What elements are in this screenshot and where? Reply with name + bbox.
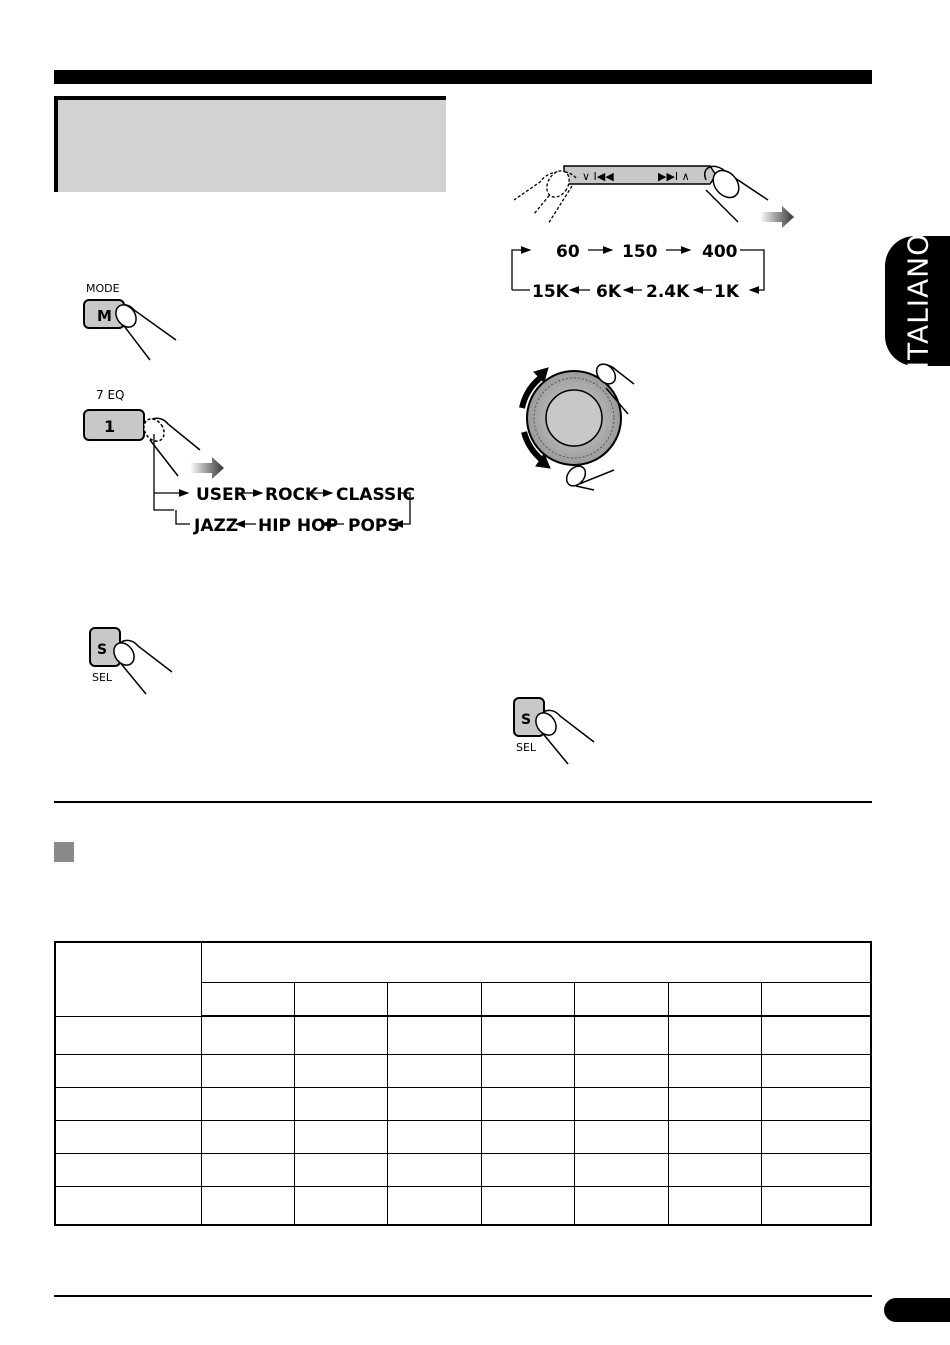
- eq-mode-user: USER: [196, 485, 247, 505]
- seek-bar[interactable]: [564, 166, 716, 184]
- seek-forward-label: ▶▶I ∧: [658, 170, 690, 183]
- eq-button[interactable]: [84, 388, 144, 440]
- finger-icon: [140, 415, 224, 479]
- table-cell: [294, 1154, 387, 1187]
- table-cell: [201, 982, 294, 1016]
- table-cell: [481, 982, 574, 1016]
- section-divider: [54, 801, 872, 803]
- eq-key: 1: [104, 417, 116, 436]
- table-cell: [55, 1154, 201, 1187]
- mode-caption: MODE: [86, 282, 120, 295]
- sel-caption: SEL: [92, 671, 113, 684]
- eq-mode-labels: [193, 485, 415, 536]
- table-cell: [388, 1055, 481, 1088]
- freq-60: 60: [556, 242, 580, 262]
- freq-15k: 15K: [532, 282, 569, 302]
- table-cell: [575, 1121, 668, 1154]
- subsection-marker: [54, 842, 74, 862]
- frequency-labels: [532, 242, 740, 302]
- table-cell: [481, 1154, 574, 1187]
- table-cell: [294, 1055, 387, 1088]
- table-cell: [575, 1187, 668, 1226]
- table-row: [55, 1055, 871, 1088]
- table-cell: [55, 1121, 201, 1154]
- table-cell: [201, 1016, 294, 1055]
- table-cell: [388, 982, 481, 1016]
- freq-400: 400: [702, 242, 738, 262]
- freq-150: 150: [622, 242, 658, 262]
- table-cell: [668, 1016, 761, 1055]
- finger-icon: [514, 167, 576, 224]
- eq-mode-jazz: JAZZ: [194, 516, 239, 536]
- table-cell: [762, 1121, 871, 1154]
- freq-6k: 6K: [596, 282, 622, 302]
- table-cell: [388, 1121, 481, 1154]
- table-row: [55, 1187, 871, 1226]
- table-row: [55, 1121, 871, 1154]
- page-number-tab: [884, 1298, 950, 1322]
- language-tab-label: ITALIANO: [901, 232, 934, 370]
- table-cell: [762, 1016, 871, 1055]
- table-cell: [55, 1016, 201, 1055]
- table-cell: [55, 1088, 201, 1121]
- finger-icon: [110, 639, 172, 694]
- table-cell: [388, 1187, 481, 1226]
- table-row: [55, 1154, 871, 1187]
- freq-1k: 1K: [714, 282, 740, 302]
- table-cell: [668, 1154, 761, 1187]
- table-cell: [201, 1187, 294, 1226]
- table-cell: [575, 1088, 668, 1121]
- table-cell: [762, 982, 871, 1016]
- table-cell: [762, 1154, 871, 1187]
- table-cell: [388, 1088, 481, 1121]
- eq-mode-hiphop: HIP HOP: [258, 516, 339, 536]
- table-cell: [201, 1154, 294, 1187]
- table-cell: [294, 1016, 387, 1055]
- table-cell: [668, 1055, 761, 1088]
- table-cell: [388, 1016, 481, 1055]
- table-cell: [762, 1088, 871, 1121]
- eq-mode-classic: CLASSIC: [336, 485, 415, 505]
- table-cell: [294, 982, 387, 1016]
- table-cell: [481, 1187, 574, 1226]
- sel-caption: SEL: [516, 741, 537, 754]
- table-cell: [668, 1187, 761, 1226]
- table-cell: [575, 982, 668, 1016]
- table-cell: [575, 1154, 668, 1187]
- finger-icon: [705, 165, 794, 228]
- mode-key: M: [97, 307, 112, 325]
- table-cell: [481, 1088, 574, 1121]
- table-cell: [294, 1187, 387, 1226]
- control-knob[interactable]: [527, 371, 621, 465]
- table-cell: [388, 1154, 481, 1187]
- table-cell: [55, 1187, 201, 1226]
- table-cell: [201, 1121, 294, 1154]
- table-cell: [762, 1055, 871, 1088]
- table-cell: [201, 1055, 294, 1088]
- table-cell: [575, 1016, 668, 1055]
- table-cell: [762, 1187, 871, 1226]
- eq-mode-pops: POPS: [348, 516, 400, 536]
- table-cell: [481, 1121, 574, 1154]
- eq-mode-rock: ROCK: [265, 485, 319, 505]
- table-cell: [668, 1088, 761, 1121]
- sel-key: S: [97, 642, 108, 658]
- table-row: [55, 1016, 871, 1055]
- table-cell: [481, 1055, 574, 1088]
- table-header-row: [55, 942, 871, 982]
- table-corner-cell: [55, 942, 201, 1016]
- sel-key: S: [521, 712, 532, 728]
- table-cell: [575, 1055, 668, 1088]
- table-cell: [668, 1121, 761, 1154]
- table-cell: [481, 1016, 574, 1055]
- table-cell: [294, 1121, 387, 1154]
- table-header-cell: [201, 942, 871, 982]
- finger-icon: [112, 301, 176, 360]
- eq-settings-table: [54, 941, 872, 1226]
- freq-2-4k: 2.4K: [646, 282, 690, 302]
- seek-back-label: ∨ I◀◀: [582, 170, 614, 183]
- table-cell: [201, 1088, 294, 1121]
- eq-caption: 7 EQ: [96, 388, 125, 402]
- table-row: [55, 1088, 871, 1121]
- table-cell: [294, 1088, 387, 1121]
- table-cell: [668, 982, 761, 1016]
- footer-rule: [54, 1295, 872, 1297]
- table-cell: [55, 1055, 201, 1088]
- eq-cycle-diagram: [154, 434, 410, 524]
